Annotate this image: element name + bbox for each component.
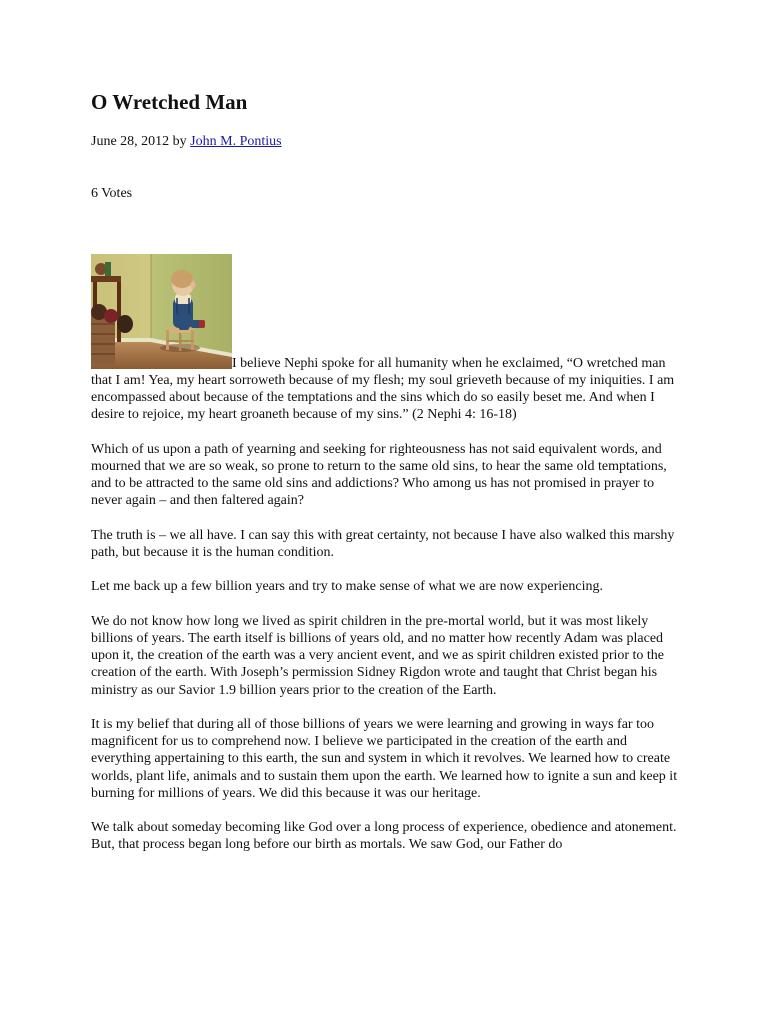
byline (91, 133, 282, 151)
paragraph: Which of us upon a path of yearning and seeking for righteousness has not said equivalent words, and mourned that we are so weak, so prone to return to the same old sins, to hear the same old temptations, and to be attracted to the same old sins and addictions? Who among us has not promised in prayer to never again – and then faltered again? (91, 441, 667, 509)
paragraph (91, 254, 681, 424)
article-title: O Wretched Man (91, 90, 248, 114)
article-body (91, 254, 681, 871)
paragraph: We do not know how long we lived as spirit children in the pre-mortal world, but it was most likely billions of years. The earth itself is billions of years old, and no matter how recently Adam was placed upon it, the creation of the earth was a very ancient event, and we as spirit children existed prior to the creation of the earth. With Joseph’s permission Sidney Rigdon wrote and taught that Christ began his ministry as our Savior 1.9 billion years prior to the creation of the Earth. (91, 613, 665, 698)
child-in-corner-photo (91, 254, 232, 369)
paragraph-text: I believe Nephi spoke for all humanity when he exclaimed, “O wretched man that I am! Yea, my heart sorroweth because of my flesh; my soul grieveth because of my iniquities. I am encompassed about because of the temptations and the sins which do so easily beset me. And when I desire to rejoice, my heart groaneth because of my sins.” (2 Nephi 4: 16-18) (91, 355, 675, 423)
post-date: June 28, 2012 by (91, 134, 187, 149)
paragraph: Let me back up a few billion years and try to make sense of what we are now experiencing. (91, 579, 603, 595)
paragraph: The truth is – we all have. I can say this with great certainty, not because I have also walked this marshy path, but because it is the human condition. (91, 527, 675, 560)
paragraph: We talk about someday becoming like God over a long process of experience, obedience and atonement. But, that process began long before our birth as mortals. We saw God, our Father do (91, 820, 677, 853)
author-link[interactable]: John M. Pontius (190, 134, 282, 149)
vote-count: 6 Votes (91, 186, 133, 201)
paragraph: It is my belief that during all of those billions of years we were learning and growing in ways far too magnificent for us to comprehend now. I believe we participated in the creation of the earth and everything appertaining to this earth, the sun and system in which it revolves. We learned how to create worlds, plant life, animals and to sustain them upon the earth. We learned how to ignite a sun and keep it burning for millions of years. We did this because it was our heritage. (91, 716, 678, 801)
